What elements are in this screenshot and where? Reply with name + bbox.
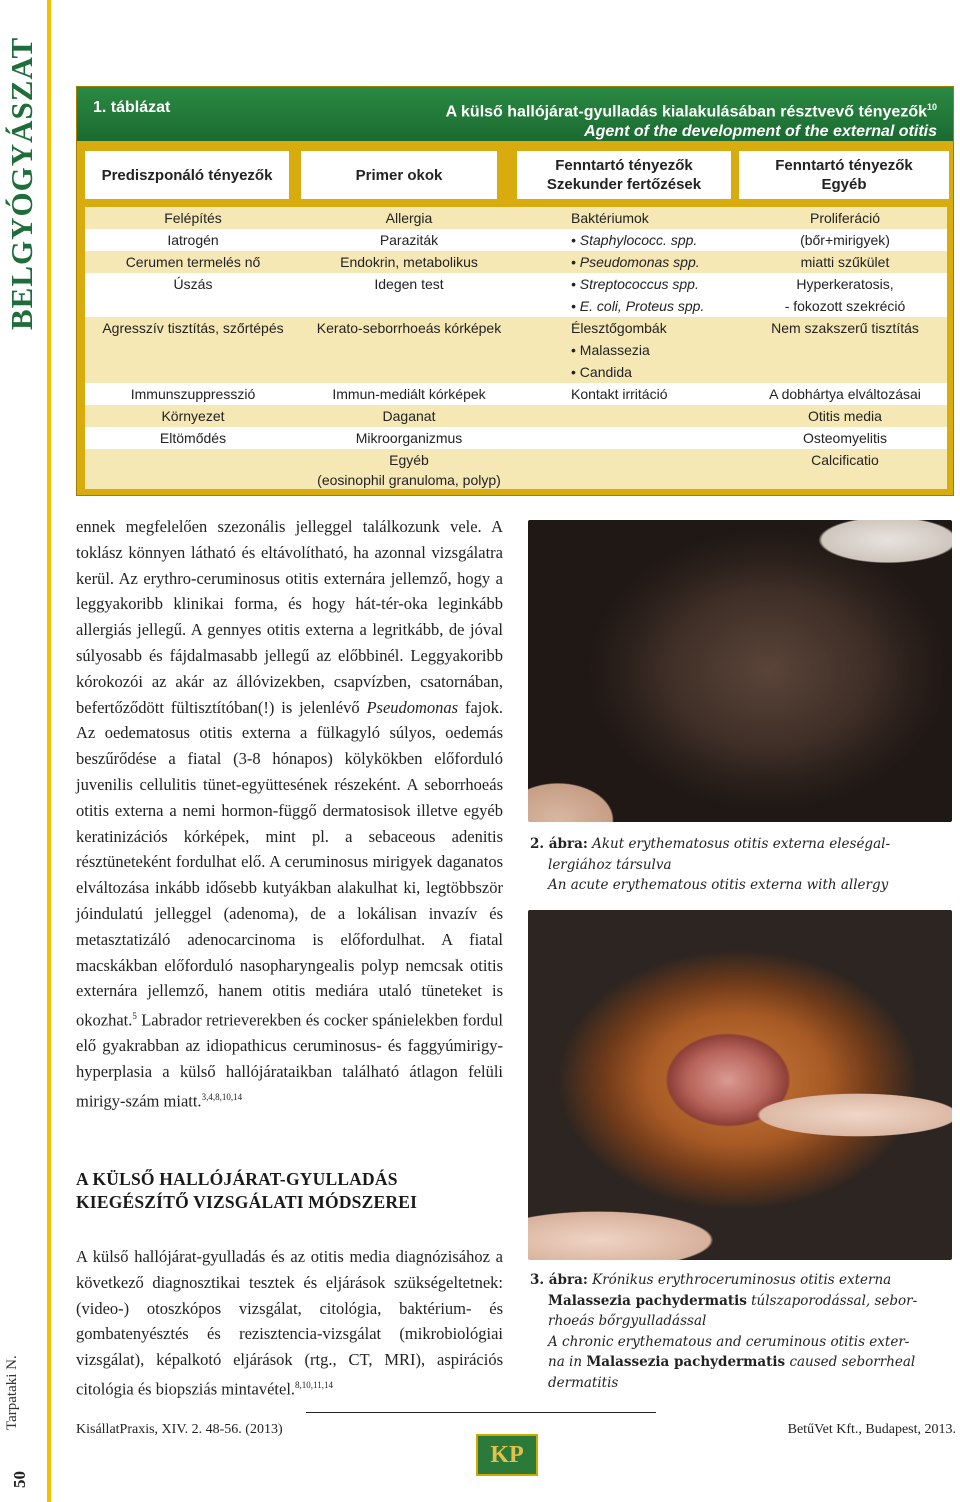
table-cell: Cerumen termelés nő xyxy=(125,254,261,270)
table-row xyxy=(85,251,947,273)
table-cell: • Streptococcus spp. xyxy=(571,276,699,292)
table-cell: Idegen test xyxy=(374,276,444,292)
table-cell: Nem szakszerű tisztítás xyxy=(771,320,919,336)
table-cell: Otitis media xyxy=(808,408,882,424)
table-cell: Endokrin, metabolikus xyxy=(340,254,478,270)
table-row xyxy=(85,383,947,405)
journal-logo: KP xyxy=(476,1434,538,1476)
table-cell: (bőr+mirigyek) xyxy=(800,232,890,248)
table-cell: Allergia xyxy=(385,210,433,226)
table-cell: Proliferáció xyxy=(809,210,881,226)
table-cell: Paraziták xyxy=(379,232,439,248)
table-cell: Kontakt irritáció xyxy=(571,386,668,402)
table-cell: - fokozott szekréció xyxy=(784,298,906,314)
column-header-secondary: Fenntartó tényezők Szekunder fertőzések xyxy=(517,151,731,199)
table-cell: Felépítés xyxy=(164,210,222,226)
table-cell: • Malassezia xyxy=(571,342,650,358)
table-cell: Kerato-seborrhoeás kórképek xyxy=(316,320,502,336)
table-row xyxy=(85,207,947,229)
author-name: Tarpataki N. xyxy=(4,1355,20,1430)
body-paragraph: A külső hallójárat-gyulladás és az otitis media diagnózisához a következő diagnosztikai tesztek és eljárások szükségeltetnek: (video-) otoszkópos vizsgálat, citológia, baktérium- és gombatenyésztés és rezisztencia-vizsgálat (mikrobiológiai vizsgálat), képalkotó eljárások (rtg., CT, MRI), aspirációs citológia és biopsziás mintavétel.$^{8,10,11,14}$ xyxy=(76,1247,503,1399)
column-header-other: Fenntartó tényezők Egyéb xyxy=(739,151,949,199)
figure-2-ear-photo xyxy=(528,520,952,822)
table-title-en: Agent of the development of the external otitis xyxy=(584,123,937,141)
table-cell: Egyéb xyxy=(389,452,429,468)
table-row xyxy=(85,427,947,449)
table-cell: Hyperkeratosis, xyxy=(796,276,894,292)
table-cell: Agresszív tisztítás, szőrtépés xyxy=(102,320,284,336)
table-cell: • Staphylococc. spp. xyxy=(571,232,698,248)
main-text-column xyxy=(76,514,503,1114)
margin-accent-bar xyxy=(47,0,51,1502)
table-cell: • E. coli, Proteus spp. xyxy=(571,298,705,314)
table-cell: Daganat xyxy=(382,408,436,424)
reference-sup: 8,10,11,14 xyxy=(295,1379,333,1390)
table-title xyxy=(446,97,937,142)
table-cell: Környezet xyxy=(161,408,225,424)
figure-3-ear-canal-photo xyxy=(528,910,952,1260)
italic-term: Pseudomonas xyxy=(366,697,459,717)
table-row xyxy=(85,317,947,383)
column-header-primary: Primer okok xyxy=(301,151,497,199)
table-cell: • Pseudomonas spp. xyxy=(571,254,700,270)
footer-rule xyxy=(306,1412,656,1413)
table-cell: A dobhártya elváltozásai xyxy=(769,386,921,402)
table-cell: Calcificatio xyxy=(811,452,879,468)
body-paragraph: ennek megfelelően szezonális jelleggel találkozunk vele. A toklász könnyen látható és eltávolítható, ha azonnal vizsgálatra kerül. Az erythro-ceruminosus otitis externára jellemző, hogy a leggyakoribb klinikai forma, és hogy hát-tér-oka leginkább allergiás jellegű. A gennyes otitis externa a legritkább, de jóval súlyosabb és fájdalmasabb jellegű az előbbinél. Leggyakoribb kórokozói az akár az állóvizekben, csapvízben, csatornában, befertőződött fültisztítóban(!) is jelenlévő Pseudomonas fajok. Az oedematosus otitis externa a fülkagyló súlyos, oedemás beszűrődése a fiatal (3-8 hónapos) kölykökben előforduló juvenilis cellulitis tünet-együttesének részeként. A seborrhoeás otitis externa a nemi hormon-függő dermatosisok illetve egyéb keratinizációs kórképek, mint pl. a sebaceous adenitis résztüneteként fordulhat elő. A ceruminosus mirigyek daganatos elváltozása inkább idősebb kutyákban alakulhat ki, legtöbbször jóindulatú jelleggel (adenoma), de a lokálisan invazív és metasztatizáló adenocarcinoma is előfordulhat. A fiatal macskákban előforduló nasopharyngealis polyp nemcsak otitis externára jellemző, hanem otitis mediára utaló tüneteket is okozhat.$^5$ Labrador retrieverekben és cocker spánielekben fordul elő gyakrabban az idiopathicus ceruminosus- és faggyúmirigy-hyperplasia a külső hallójárataikban található átlagon felüli mirigy-szám miatt.$^{3,4,8,10,14}$ xyxy=(76,517,503,1111)
table-cell: Osteomyelitis xyxy=(802,430,888,446)
table-number: 1. táblázat xyxy=(93,99,171,116)
table-cell: Mikroorganizmus xyxy=(355,430,463,446)
reference-sup: 5 xyxy=(132,1011,137,1022)
table-row xyxy=(85,229,947,251)
section-heading: A KÜLSŐ HALLÓJÁRAT-GYULLADÁS KIEGÉSZÍTŐ VIZSGÁLATI MÓDSZEREI xyxy=(76,1169,418,1212)
column-header-predisposing: Prediszponáló tényezők xyxy=(85,151,289,199)
table-cell: Immunszuppresszió xyxy=(130,386,256,402)
page-number: 50 xyxy=(10,1471,29,1488)
table-cell: Úszás xyxy=(173,276,213,292)
table-title-ref: 10 xyxy=(926,102,937,112)
reference-sup: 3,4,8,10,14 xyxy=(201,1092,243,1103)
table-cell: Immun-mediált kórképek xyxy=(332,386,486,402)
table-cell: miatti szűkület xyxy=(800,254,890,270)
section-text xyxy=(76,1244,503,1402)
table-cell: (eosinophil granuloma, polyp) xyxy=(317,472,501,488)
table-cell: Élesztőgombák xyxy=(571,320,667,336)
table-cell: Eltömődés xyxy=(159,430,227,446)
figure-3-caption: 3. ábra: Krónikus erythroceruminosus otitis externa Malassezia pachydermatis túlszaporodással, sebor- rhoeás bőrgyulladással A chronic erythematous and ceruminous otitis exter- na in Malassezia pachydermatis caused seborrheal dermatitis xyxy=(530,1272,918,1391)
factors-table xyxy=(76,86,954,496)
section-title: BELGYÓGYÁSZAT xyxy=(4,36,39,330)
table-header-bar xyxy=(77,87,953,141)
journal-citation: KisállatPraxis, XIV. 2. 48-56. (2013) xyxy=(76,1422,283,1437)
table-cell: Iatrogén xyxy=(167,232,219,248)
table-title-hu: A külső hallójárat-gyulladás kialakulásában résztvevő tényezők xyxy=(445,103,927,121)
figure-2-caption: 2. ábra: Akut erythematosus otitis externa eleségal- lergiához társulva An acute erythematous otitis externa with allergy xyxy=(530,836,891,893)
table-row xyxy=(85,405,947,427)
table-cell: • Candida xyxy=(571,364,632,380)
table-row xyxy=(85,449,947,489)
left-margin xyxy=(0,0,50,1502)
table-body xyxy=(85,207,947,489)
table-cell: Baktériumok xyxy=(571,210,649,226)
table-row xyxy=(85,273,947,317)
publisher-info: BetűVet Kft., Budapest, 2013. xyxy=(787,1422,956,1437)
